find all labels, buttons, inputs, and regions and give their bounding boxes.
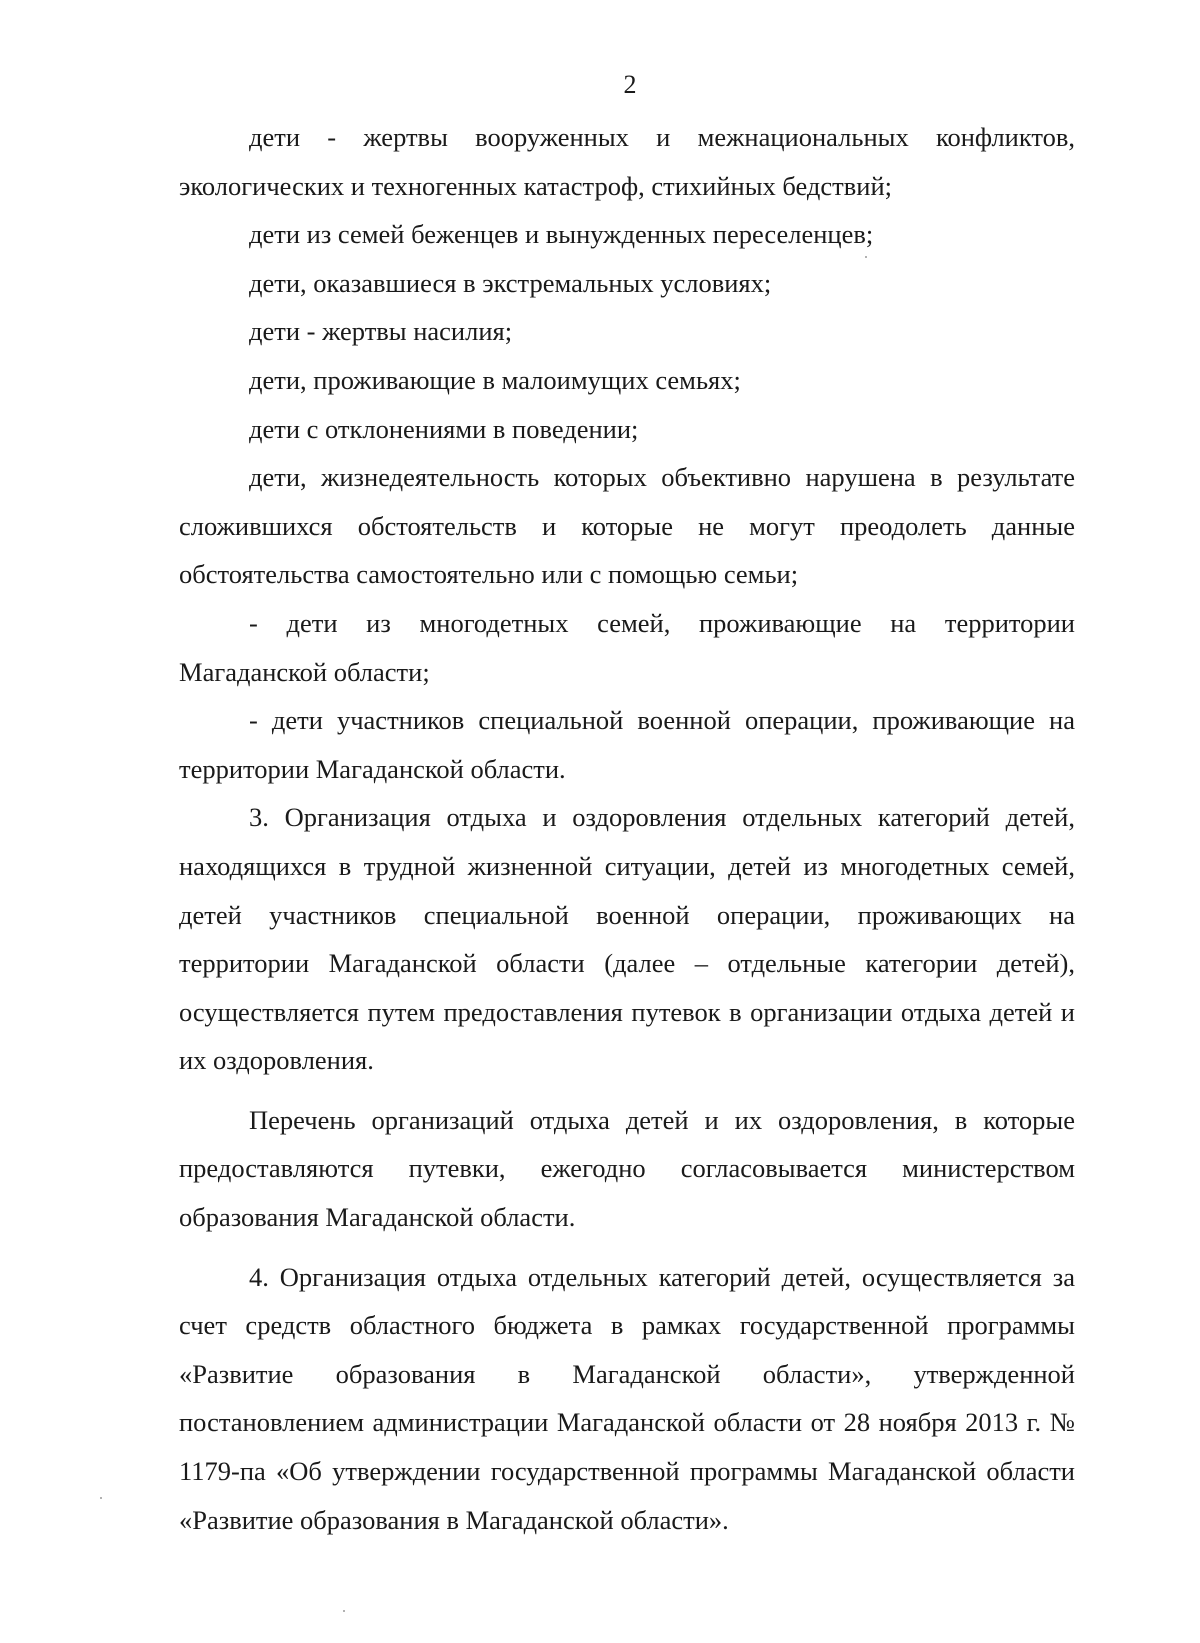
paragraph-extreme-conditions: дети, оказавшиеся в экстремальных условиях; bbox=[249, 267, 772, 298]
paragraph-refugee-families: дети из семей беженцев и вынужденных переселенцев; bbox=[249, 219, 874, 250]
scan-speck bbox=[343, 1610, 345, 1612]
paragraph-organizations-list: Перечень организаций отдыха детей и их оздоровления, в которые предоставляются путевки, ежегодно согласовывается министерством образования Магаданской области. bbox=[179, 1104, 1075, 1233]
paragraph-disrupted-life: дети, жизнедеятельность которых объективно нарушена в результате сложившихся обстоятельств и которые не могут преодолеть данные обстоятельства самостоятельно или с помощью семьи; bbox=[179, 462, 1075, 590]
document-body bbox=[179, 113, 1075, 1544]
paragraph-military-operation-children: - дети участников специальной военной операции, проживающие на территории Магаданской области. bbox=[179, 705, 1075, 784]
paragraph-low-income-families: дети, проживающие в малоимущих семьях; bbox=[249, 364, 741, 395]
paragraph-large-families: - дети из многодетных семей, проживающие на территории Магаданской области; bbox=[179, 607, 1075, 687]
paragraph-clause-3: 3. Организация отдыха и оздоровления отдельных категорий детей, находящихся в трудной жизненной ситуации, детей из многодетных семей, детей участников специальной военной операции, проживающих на территории Магаданской области (далее – отдельные категории детей), осуществляется путем предоставления путевок в организации отдыха детей и их оздоровления. bbox=[179, 802, 1075, 1076]
paragraph-victims-of-violence: дети - жертвы насилия; bbox=[249, 316, 513, 347]
scan-speck bbox=[100, 1497, 102, 1499]
paragraph-behavior-deviations: дети с отклонениями в поведении; bbox=[249, 413, 639, 444]
scan-speck bbox=[865, 256, 867, 258]
paragraph-clause-4: 4. Организация отдыха отдельных категорий детей, осуществляется за счет средств областного бюджета в рамках государственной программы «Развитие образования в Магаданской области», утвержденной постановлением администрации Магаданской области от 28 ноября 2013 г. № 1179-па «Об утверждении государственной программы Магаданской области «Развитие образования в Магаданской области». bbox=[179, 1261, 1075, 1535]
page-number: 2 bbox=[623, 70, 637, 99]
paragraph-victims-of-conflicts: дети - жертвы вооруженных и межнациональных конфликтов, экологических и техногенных катастроф, стихийных бедствий; bbox=[179, 122, 1075, 201]
